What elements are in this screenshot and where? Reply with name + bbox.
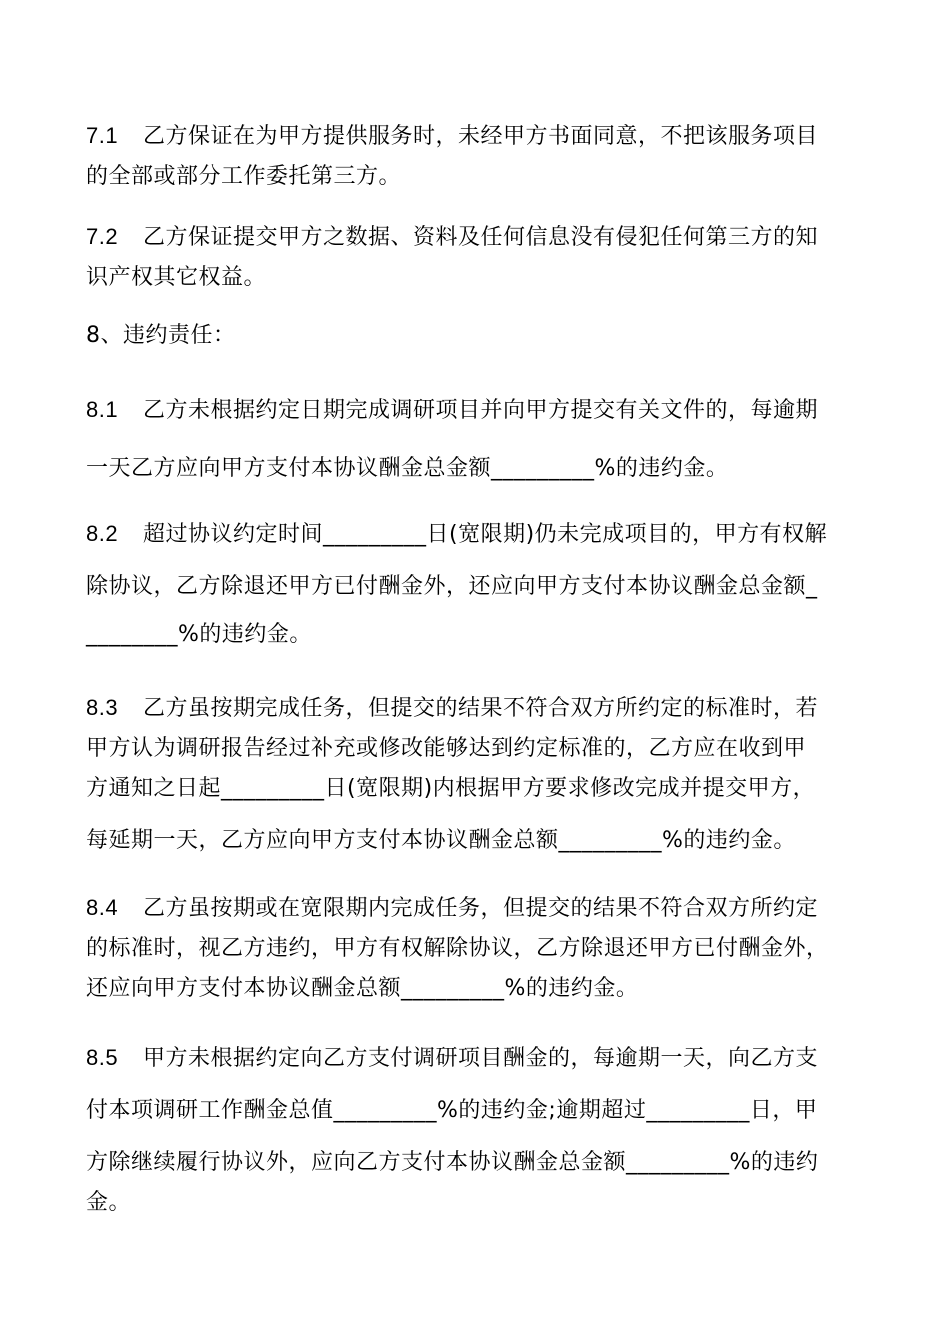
clause-text-line: 金。 — [86, 1190, 132, 1215]
clause-text-line: 方除继续履行协议外，应向乙方支付本协议酬金总金额_________%的违约 — [86, 1150, 819, 1175]
clause-number: 8.1 — [86, 397, 119, 422]
clause-number: 8.3 — [86, 695, 119, 720]
clause-8-5 — [86, 1038, 870, 1223]
clause-text-line: 乙方虽按期完成任务，但提交的结果不符合双方所约定的标准时，若 — [143, 696, 819, 721]
clause-8-2 — [86, 514, 870, 655]
section-heading-8 — [86, 316, 870, 356]
clause-text-line: 乙方未根据约定日期完成调研项目并向甲方提交有关文件的，每逾期 — [143, 398, 819, 423]
clause-number: 7.1 — [86, 123, 119, 148]
clause-text-line: 方通知之日起_________日(宽限期)内根据甲方要求修改完成并提交甲方， — [86, 776, 816, 801]
clause-text-line: 甲方认为调研报告经过补充或修改能够达到约定标准的，乙方应在收到甲 — [86, 736, 807, 761]
clause-8-3 — [86, 688, 870, 861]
clause-text-line: 还应向甲方支付本协议酬金总额_________%的违约金。 — [86, 976, 639, 1001]
clause-text-line: 一天乙方应向甲方支付本协议酬金总金额_________%的违约金。 — [86, 456, 729, 481]
clause-text-line: 乙方虽按期或在宽限期内完成任务，但提交的结果不符合双方所约定 — [143, 896, 819, 921]
clause-number: 7.2 — [86, 224, 119, 249]
clause-text-line: 的标准时，视乙方违约，甲方有权解除协议，乙方除退还甲方已付酬金外， — [86, 936, 829, 961]
clause-text-line: 乙方保证在为甲方提供服务时，未经甲方书面同意，不把该服务项目 — [143, 124, 819, 149]
clause-text-line: 甲方未根据约定向乙方支付调研项目酬金的，每逾期一天，向乙方支 — [143, 1046, 819, 1071]
clause-text-line: 付本项调研工作酬金总值_________%的违约金;逾期超过_________日，甲 — [86, 1098, 818, 1123]
clause-7-1 — [86, 116, 870, 197]
clause-number: 8.4 — [86, 895, 119, 920]
clause-text-line: 除协议，乙方除退还甲方已付酬金外，还应向甲方支付本协议酬金总金额_ — [86, 574, 818, 599]
clause-8-4 — [86, 888, 870, 1009]
clause-text-line: 超过协议约定时间_________日(宽限期)仍未完成项目的，甲方有权解 — [143, 522, 828, 547]
clause-text-line: ________%的违约金。 — [86, 622, 312, 647]
section-heading-text: 8、违约责任： — [86, 323, 236, 348]
clause-7-2 — [86, 217, 870, 298]
clause-text-line: 识产权其它权益。 — [86, 265, 267, 290]
clause-number: 8.2 — [86, 521, 119, 546]
clause-text-line: 每延期一天，乙方应向甲方支付本协议酬金总额_________%的违约金。 — [86, 828, 796, 853]
clause-number: 8.5 — [86, 1045, 119, 1070]
clause-text-line: 的全部或部分工作委托第三方。 — [86, 164, 402, 189]
clause-text-line: 乙方保证提交甲方之数据、资料及任何信息没有侵犯任何第三方的知 — [143, 225, 819, 250]
clause-8-1 — [86, 390, 870, 489]
